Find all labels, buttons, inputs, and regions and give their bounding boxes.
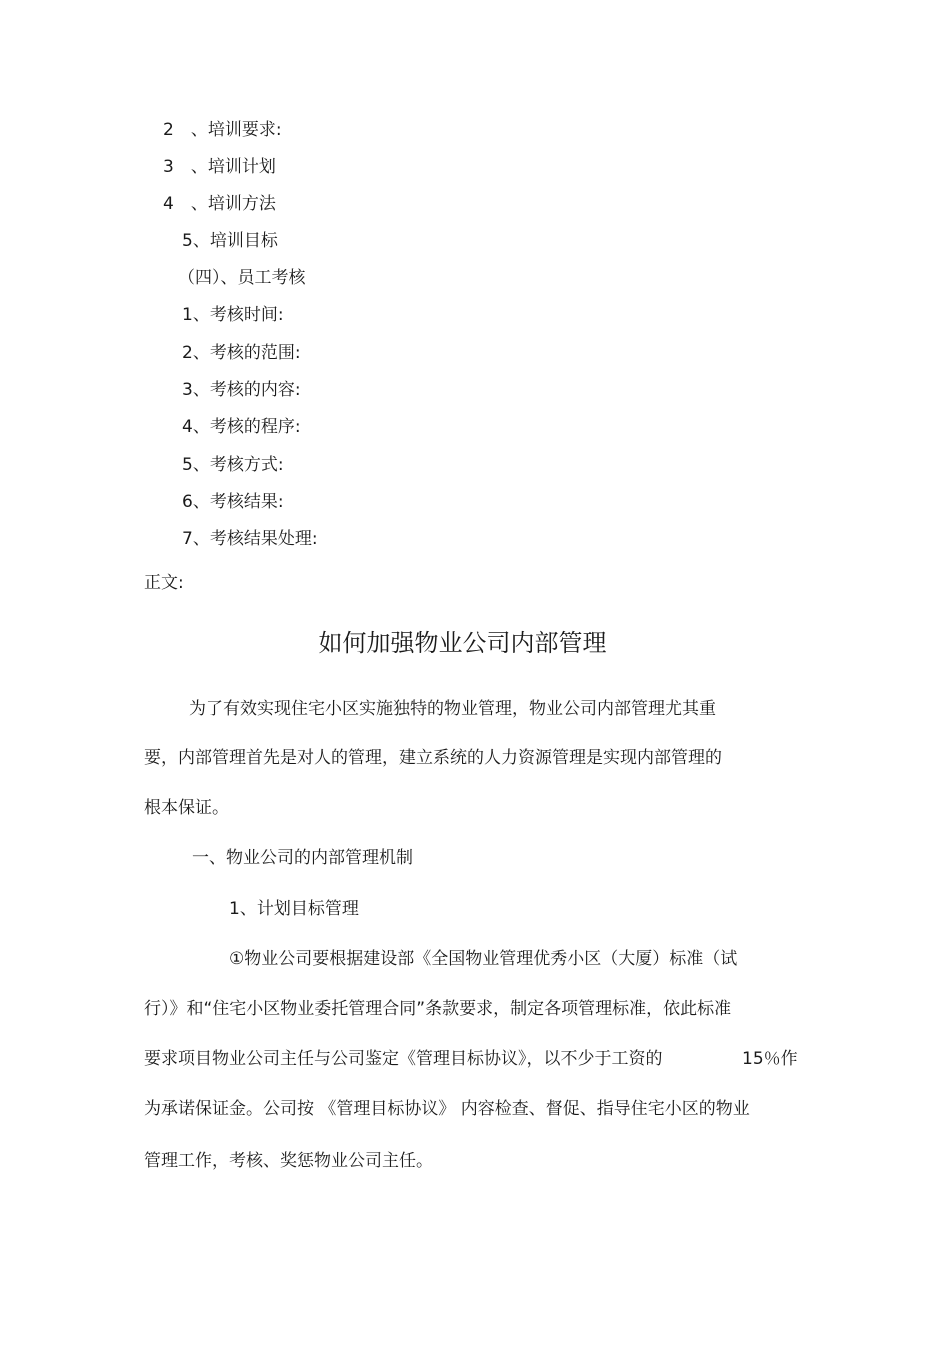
exam-item-3: 3、考核的内容:	[182, 380, 301, 400]
exam-item-5: 5、考核方式:	[182, 455, 284, 475]
exam-item-7: 7、考核结果处理:	[182, 529, 318, 549]
outline-section-4: （四）、员工考核	[178, 268, 306, 288]
document-title: 如何加强物业公司内部管理	[318, 629, 607, 657]
intro-line-2: 要，内部管理首先是对人的管理，建立系统的人力资源管理是实现内部管理的	[144, 748, 722, 768]
paragraph-1-line-3: 要求项目物业公司主任与公司鉴定《管理目标协议》，以不少于工资的	[144, 1049, 663, 1069]
paragraph-1-line-4: 为承诺保证金。公司按 《管理目标协议》 内容检查、督促、指导住宅小区的物业	[144, 1099, 750, 1119]
paragraph-1-percent: 15％作	[742, 1049, 798, 1069]
exam-item-1: 1、考核时间:	[182, 305, 284, 325]
paragraph-1-line-2: 行）》和“住宅小区物业委托管理合同”条款要求，制定各项管理标准，依此标准	[144, 999, 732, 1019]
outline-item-3: 3 、培训计划	[163, 157, 276, 177]
outline-item-4: 4 、培训方法	[163, 194, 276, 214]
intro-line-3: 根本保证。	[144, 798, 229, 818]
paragraph-1-line-1: ①物业公司要根据建设部《全国物业管理优秀小区（大厦）标准（试	[229, 949, 738, 969]
exam-item-4: 4、考核的程序:	[182, 417, 301, 437]
body-label: 正文:	[144, 573, 184, 593]
paragraph-1-line-5: 管理工作，考核、奖惩物业公司主任。	[144, 1151, 433, 1171]
exam-item-2: 2、考核的范围:	[182, 343, 301, 363]
section-1-heading: 一、物业公司的内部管理机制	[192, 848, 413, 868]
exam-item-6: 6、考核结果:	[182, 492, 284, 512]
subsection-1-heading: 1、计划目标管理	[229, 899, 359, 919]
outline-item-5: 5、培训目标	[182, 231, 278, 251]
outline-item-2: 2 、培训要求:	[163, 120, 282, 140]
intro-line-1: 为了有效实现住宅小区实施独特的物业管理，物业公司内部管理尤其重	[189, 699, 716, 719]
